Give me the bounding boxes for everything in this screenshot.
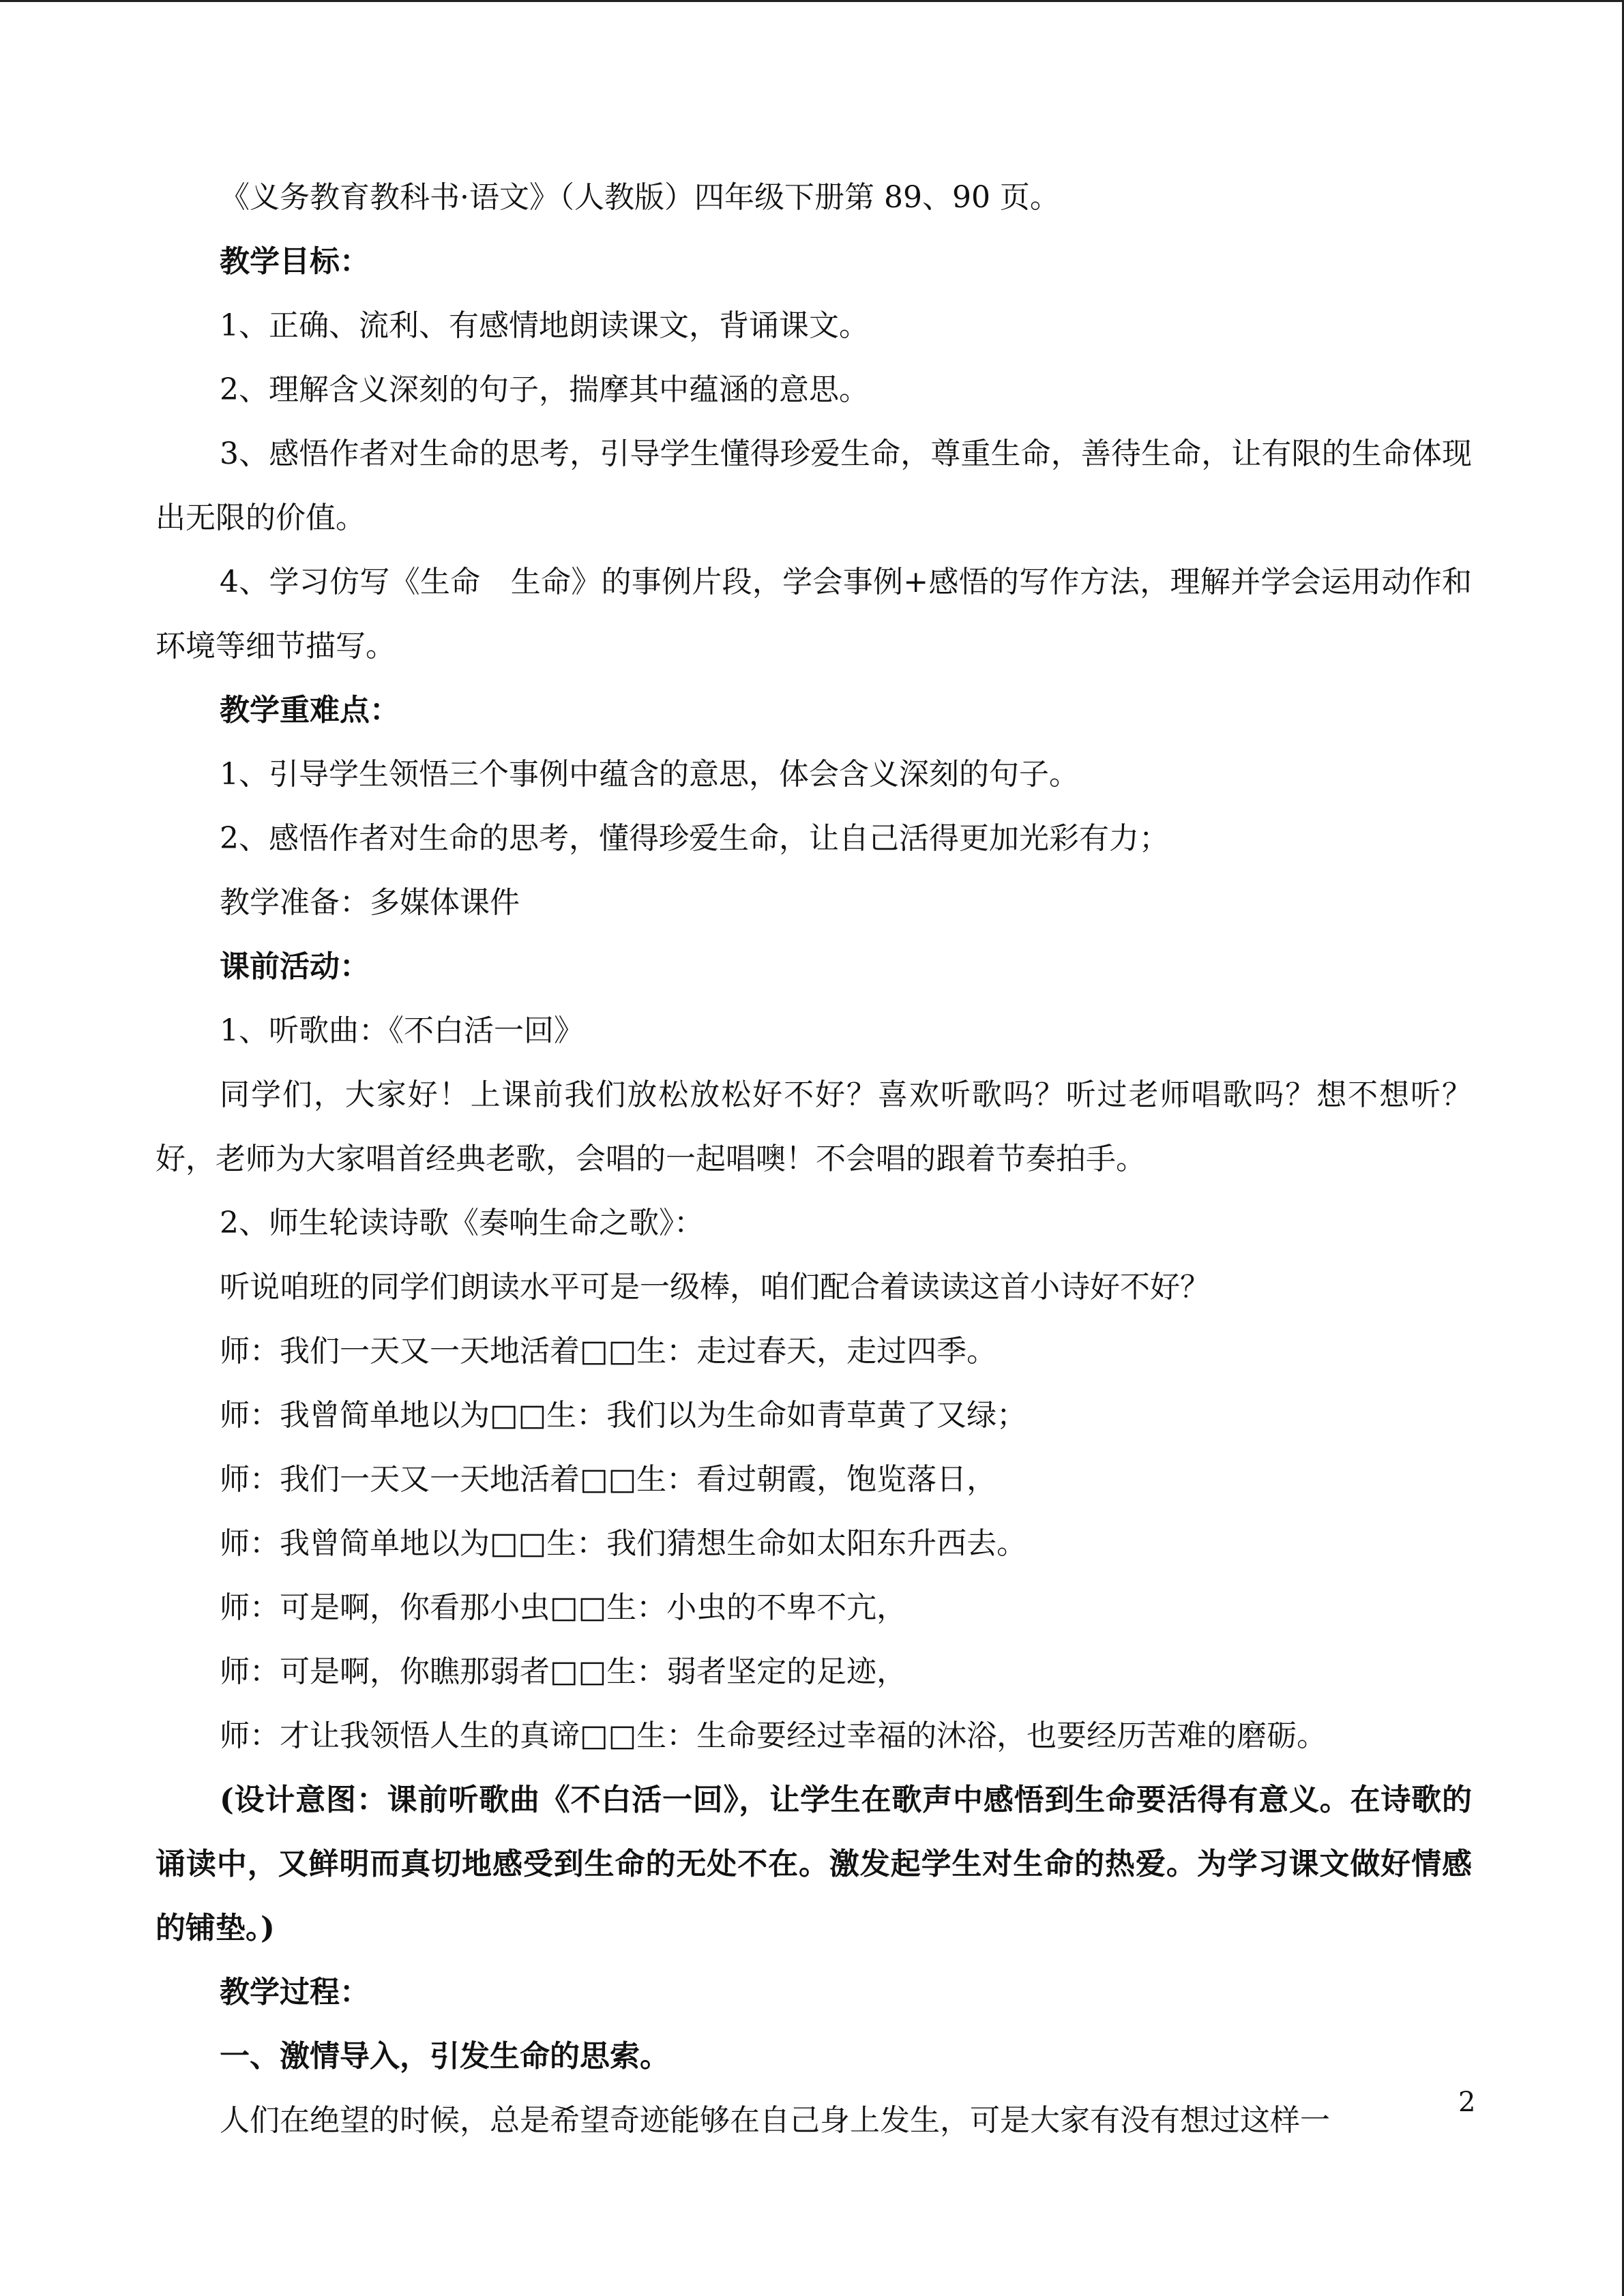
goal-item-4: 4、学习仿写《生命 生命》的事例片段，学会事例+感悟的写作方法，理解并学会运用动作和环境等细节描写。 <box>156 565 1472 664</box>
goal-item-3: 3、感悟作者对生命的思考，引导学生懂得珍爱生命，尊重生命，善待生命，让有限的生命体现出无限的价值。 <box>156 436 1472 535</box>
poem-line: 师：我曾简单地以为□□生：我们以为生命如青草黄了又绿； <box>220 1398 1027 1433</box>
page-number: 2 <box>1458 2087 1476 2118</box>
heading-teaching-goals: 教学目标： <box>220 244 370 279</box>
design-intent-note: (设计意图：课前听歌曲《不白活一回》，让学生在歌声中感悟到生命要活得有意义。在诗歌的诵读中，又鲜明而真切地感受到生命的无处不在。激发起学生对生命的热爱。为学习课文做好情感的铺垫。) <box>156 1783 1472 1945</box>
poem-line: 师：我们一天又一天地活着□□生：看过朝霞，饱览落日， <box>220 1462 997 1497</box>
poem-line: 师：可是啊，你瞧那弱者□□生：弱者坚定的足迹， <box>220 1654 907 1689</box>
section-heading-1: 一、激情导入，引发生命的思索。 <box>220 2039 670 2074</box>
body-paragraph: 人们在绝望的时候，总是希望奇迹能够在自己身上发生，可是大家有没有想过这样一 <box>220 2103 1330 2138</box>
goal-item-2: 2、理解含义深刻的句子，揣摩其中蕴涵的意思。 <box>220 372 869 407</box>
teaching-preparation: 教学准备：多媒体课件 <box>220 885 520 920</box>
activity-item-1: 1、听歌曲：《不白活一回》 <box>220 1013 584 1048</box>
goal-item-1: 1、正确、流利、有感情地朗读课文，背诵课文。 <box>220 308 869 343</box>
poem-line: 师：才让我领悟人生的真谛□□生：生命要经过幸福的沐浴，也要经历苦难的磨砺。 <box>220 1718 1327 1753</box>
activity-item-2-intro: 听说咱班的同学们朗读水平可是一级棒，咱们配合着读读这首小诗好不好？ <box>220 1270 1210 1304</box>
heading-teaching-process: 教学过程： <box>220 1975 370 2010</box>
poem-line: 师：我们一天又一天地活着□□生：走过春天，走过四季。 <box>220 1334 997 1369</box>
activity-item-1-body: 同学们，大家好！上课前我们放松放松好不好？喜欢听歌吗？听过老师唱歌吗？想不想听？好，老师为大家唱首经典老歌，会唱的一起唱噢！不会唱的跟着节奏拍手。 <box>156 1077 1472 1176</box>
difficulty-item-1: 1、引导学生领悟三个事例中蕴含的意思，体会含义深刻的句子。 <box>220 757 1079 792</box>
poem-line: 师：我曾简单地以为□□生：我们猜想生命如太阳东升西去。 <box>220 1526 1027 1561</box>
activity-item-2: 2、师生轮读诗歌《奏响生命之歌》： <box>220 1206 704 1240</box>
page-content <box>156 166 1472 2153</box>
difficulty-item-2: 2、感悟作者对生命的思考，懂得珍爱生命，让自己活得更加光彩有力； <box>220 821 1169 856</box>
heading-key-difficulties: 教学重难点： <box>220 693 400 728</box>
textbook-reference: 《义务教育教科书·语文》（人教版）四年级下册第 89、90 页。 <box>220 180 1060 215</box>
heading-pre-class-activity: 课前活动： <box>220 949 370 984</box>
poem-line: 师：可是啊，你看那小虫□□生：小虫的不卑不亢， <box>220 1590 907 1625</box>
